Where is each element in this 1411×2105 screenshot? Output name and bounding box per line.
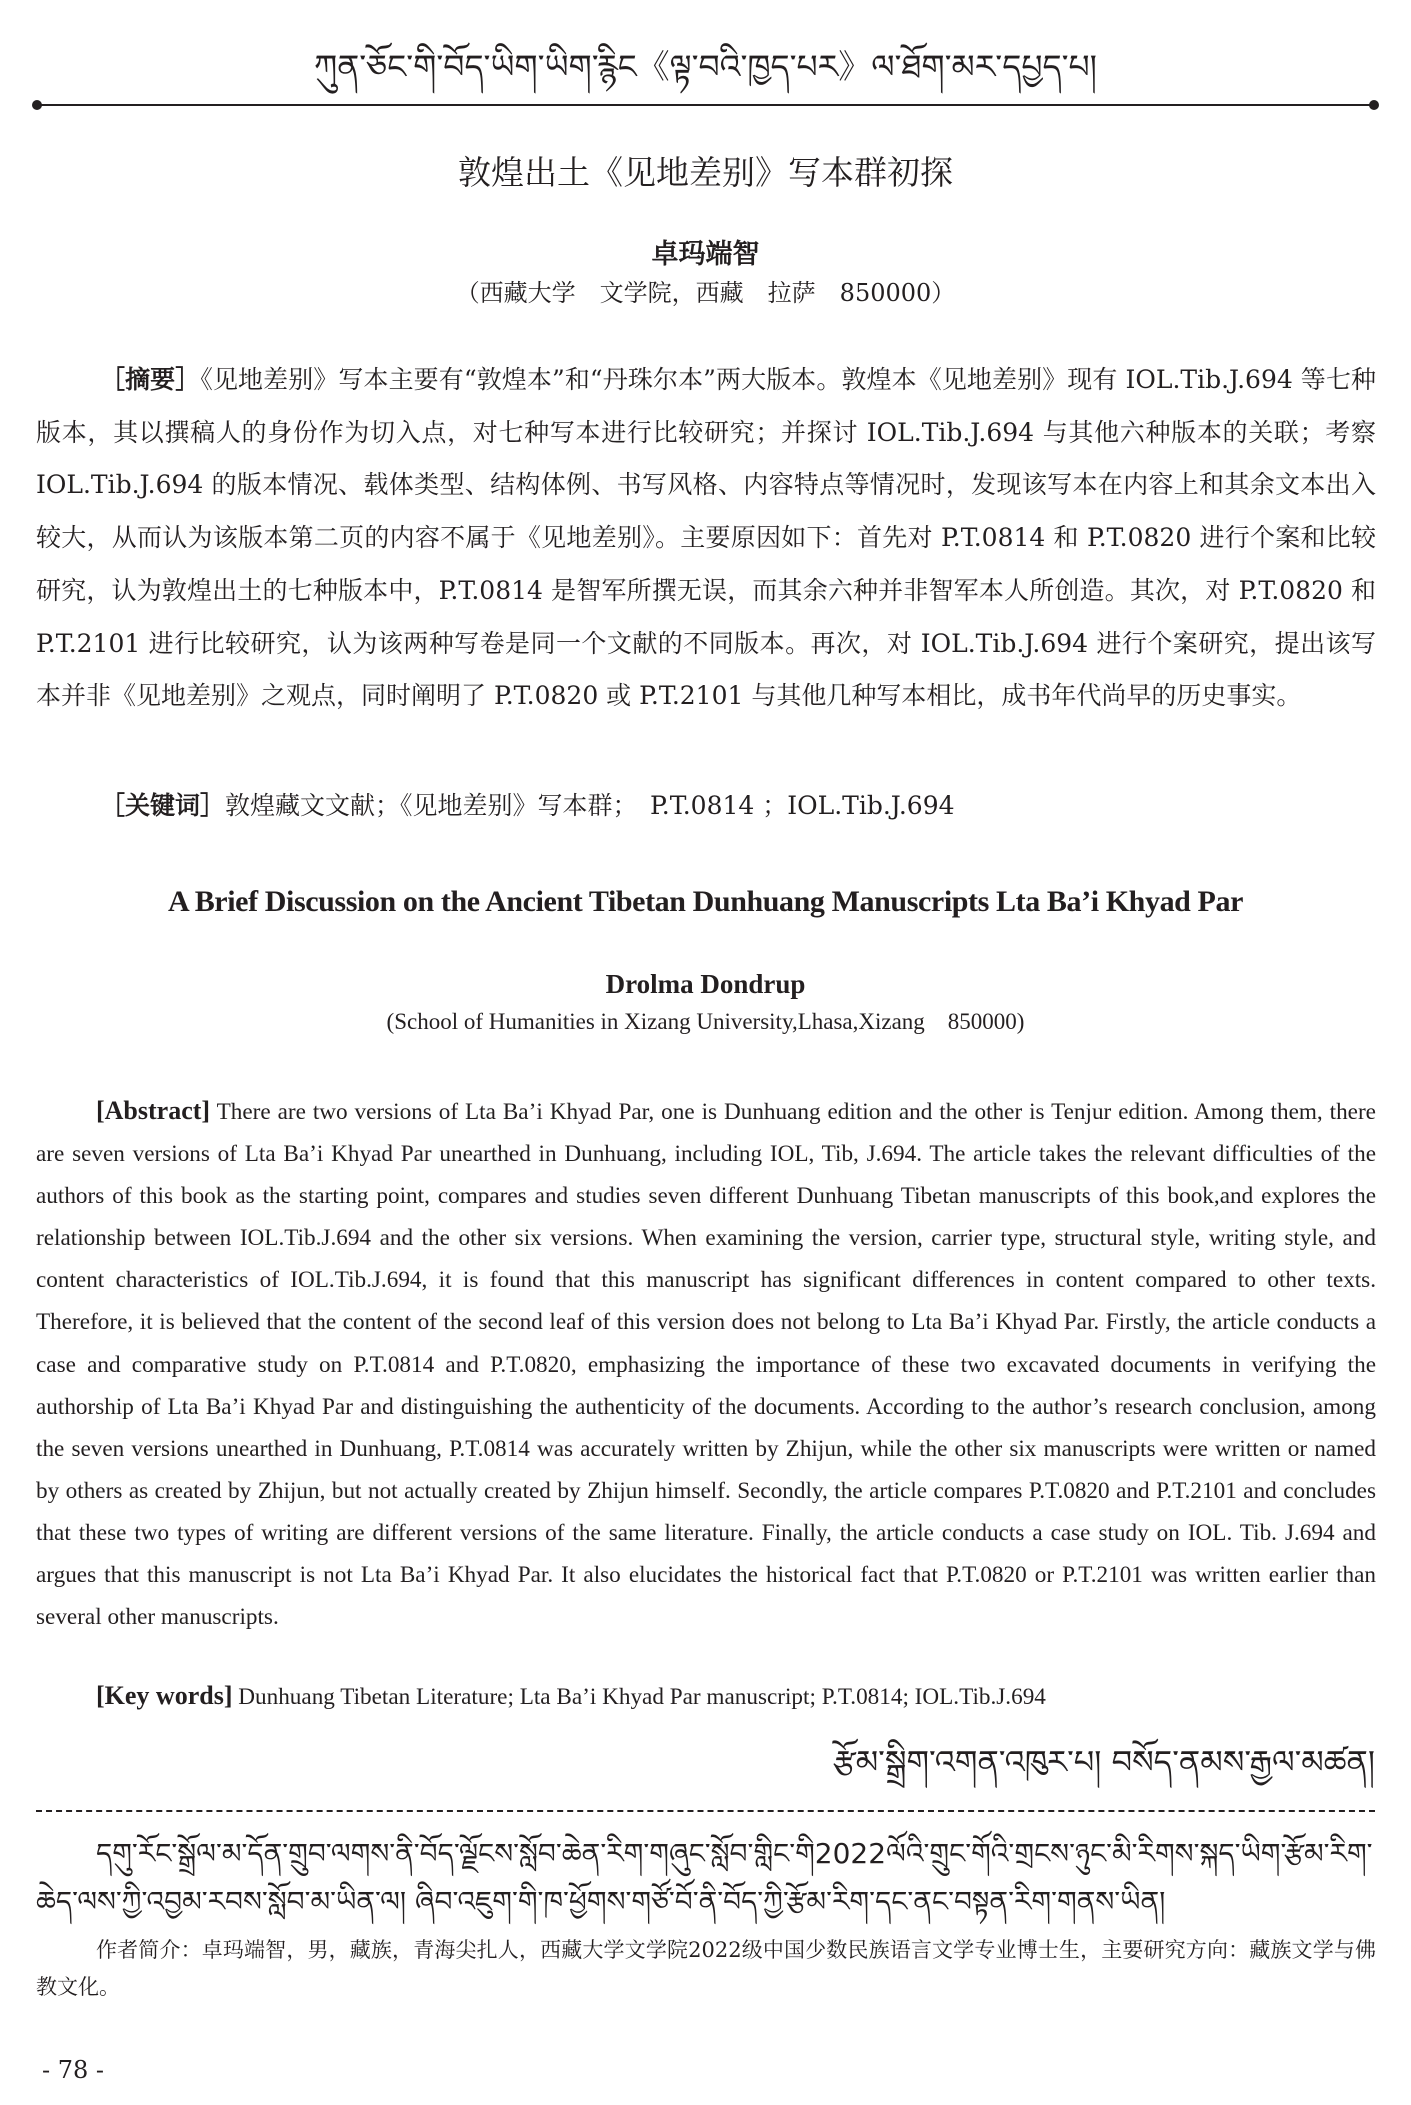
tibetan-editor-line: རྩོམ་སྒྲིག་འགན་འཁུར་པ། བསོད་ནམས་རྒྱལ་མཚན། [832, 1743, 1375, 1781]
english-abstract-label: [Abstract] [96, 1096, 211, 1125]
english-keywords-text: Dunhuang Tibetan Literature; Lta Ba’i Khyad Par manuscript; P.T.0814; IOL.Tib.J.694 [238, 1684, 1046, 1710]
running-head: ཀུན་ཅོང་གི་བོད་ཡིག་ཡིག་རྙིང《ལྟ་བའི་ཁྱད་པར》ལ་ཐོག་མར་དཔྱད་པ། [314, 47, 1097, 86]
footnote-chinese: 作者简介：卓玛端智，男，藏族，青海尖扎人，西藏大学文学院2022级中国少数民族语言文学专业博士生，主要研究方向：藏族文学与佛教文化。 [36, 1938, 1376, 1999]
chinese-keywords-label: ［关键词］ [100, 791, 226, 820]
chinese-keywords-text: 敦煌藏文文献；《见地差别》写本群； P.T.0814 ；IOL.Tib.J.694 [225, 791, 955, 820]
english-affiliation: (School of Humanities in Xizang University,Lhasa,Xizang 850000) [386, 1009, 1025, 1034]
rule-dot-right [1369, 100, 1379, 110]
english-author: Drolma Dondrup [605, 969, 806, 999]
chinese-abstract-text: 《见地差别》写本主要有“敦煌本”和“丹珠尔本”两大版本。敦煌本《见地差别》现有 IOL.Tib.J.694 等七种版本，其以撰稿人的身份作为切入点，对七种写本进行比较研究；并探讨 IOL.Tib.J.694 与其他六种版本的关联；考察 IOL.Tib.J.694 的版本情况、载体类型、结构体例、书写风格、内容特点等情况时，发现该写本在内容上和其余文本出入较大，从而认为该版本第二页的内容不属于《见地差别》。主要原因如下：首先对 P.T.0814 和 P.T.0820 进行个案和比较研究，认为敦煌出土的七种版本中，P.T.0814 是智军所撰无误，而其余六种并非智军本人所创造。其次，对 P.T.0820 和 P.T.2101 进行比较研究，认为该两种写卷是同一个文献的不同版本。再次，对 IOL.Tib.J.694 进行个案研究，提出该写本并非《见地差别》之观点，同时阐明了 P.T.0820 或 P.T.2101 与其他几种写本相比，成书年代尚早的历史事实。 [36, 365, 1376, 711]
chinese-title: 敦煌出土《见地差别》写本群初探 [458, 153, 953, 192]
footnote-tibetan: དགུ་རོང་སྒྲོལ་མ་དོན་གྲུབ་ལགས་ནི་བོད་ལྗོངས་སློབ་ཆེན་རིག་གཞུང་སློབ་གླིང་གི2022ལོའི་གྲུང་གོའི་གྲངས་ཉུང་མི་རིགས་སྐད་ཡིག་རྩོམ་རིག་ཆེད་ལས་ཀྱི་འབྱམ་རབས་སློབ་མ་ཡིན་ལ། ཞིབ་འཇུག་གི་ཁ་ཕྱོགས་གཙོ་བོ་ནི་བོད་ཀྱི་རྩོམ་རིག་དང་ནང་བསྟན་རིག་གནས་ཡིན། [36, 1837, 1373, 1918]
page-number: - 78 - [42, 2056, 105, 2084]
rule-dot-left [32, 100, 42, 110]
chinese-keywords [36, 784, 1376, 828]
english-abstract [36, 1090, 1376, 1638]
english-keywords-label: [Key words] [96, 1681, 233, 1710]
english-keywords [36, 1676, 1376, 1717]
chinese-abstract-label: ［摘要］ [100, 365, 201, 394]
footnote-divider [36, 1810, 1375, 1812]
chinese-abstract [36, 354, 1376, 723]
chinese-affiliation: （西藏大学 文学院，西藏 拉萨 850000） [455, 279, 956, 307]
english-abstract-text: There are two versions of Lta Ba’i Khyad Par, one is Dunhuang edition and the other is Tenjur edition. Among them, there are seven versions of Lta Ba’i Khyad Par unearthed in Dunhuang, including IOL, Tib, J.694. The article takes the relevant difficulties of the authors of this book as the starting point, compares and studies seven different Dunhuang Tibetan manuscripts of this book,and explores the relationship between IOL.Tib.J.694 and the other six versions. When examining the version, carrier type, structural style, writing style, and content characteristics of IOL.Tib.J.694, it is found that this manuscript has significant differences in content compared to other texts. Therefore, it is believed that the content of the second leaf of this version does not belong to Lta Ba’i Khyad Par. Firstly, the article conducts a case and comparative study on P.T.0814 and P.T.0820, emphasizing the importance of these two excavated documents in verifying the authorship of Lta Ba’i Khyad Par and distinguishing the authenticity of the documents. According to the author’s research conclusion, among the seven versions unearthed in Dunhuang, P.T.0814 was accurately written by Zhijun, while the other six manuscripts were written or named by others as created by Zhijun, but not actually created by Zhijun himself. Secondly, the article compares P.T.0820 and P.T.2101 and concludes that these two types of writing are different versions of the same literature. Finally, the article conducts a case study on IOL. Tib. J.694 and argues that this manuscript is not Lta Ba’i Khyad Par. It also elucidates the historical fact that P.T.0820 or P.T.2101 was written earlier than several other manuscripts. [36, 1099, 1376, 1631]
chinese-author: 卓玛端智 [651, 239, 760, 270]
english-title: A Brief Discussion on the Ancient Tibetan Dunhuang Manuscripts Lta Ba’i Khyad Par [167, 885, 1243, 918]
header-rule [36, 104, 1375, 106]
